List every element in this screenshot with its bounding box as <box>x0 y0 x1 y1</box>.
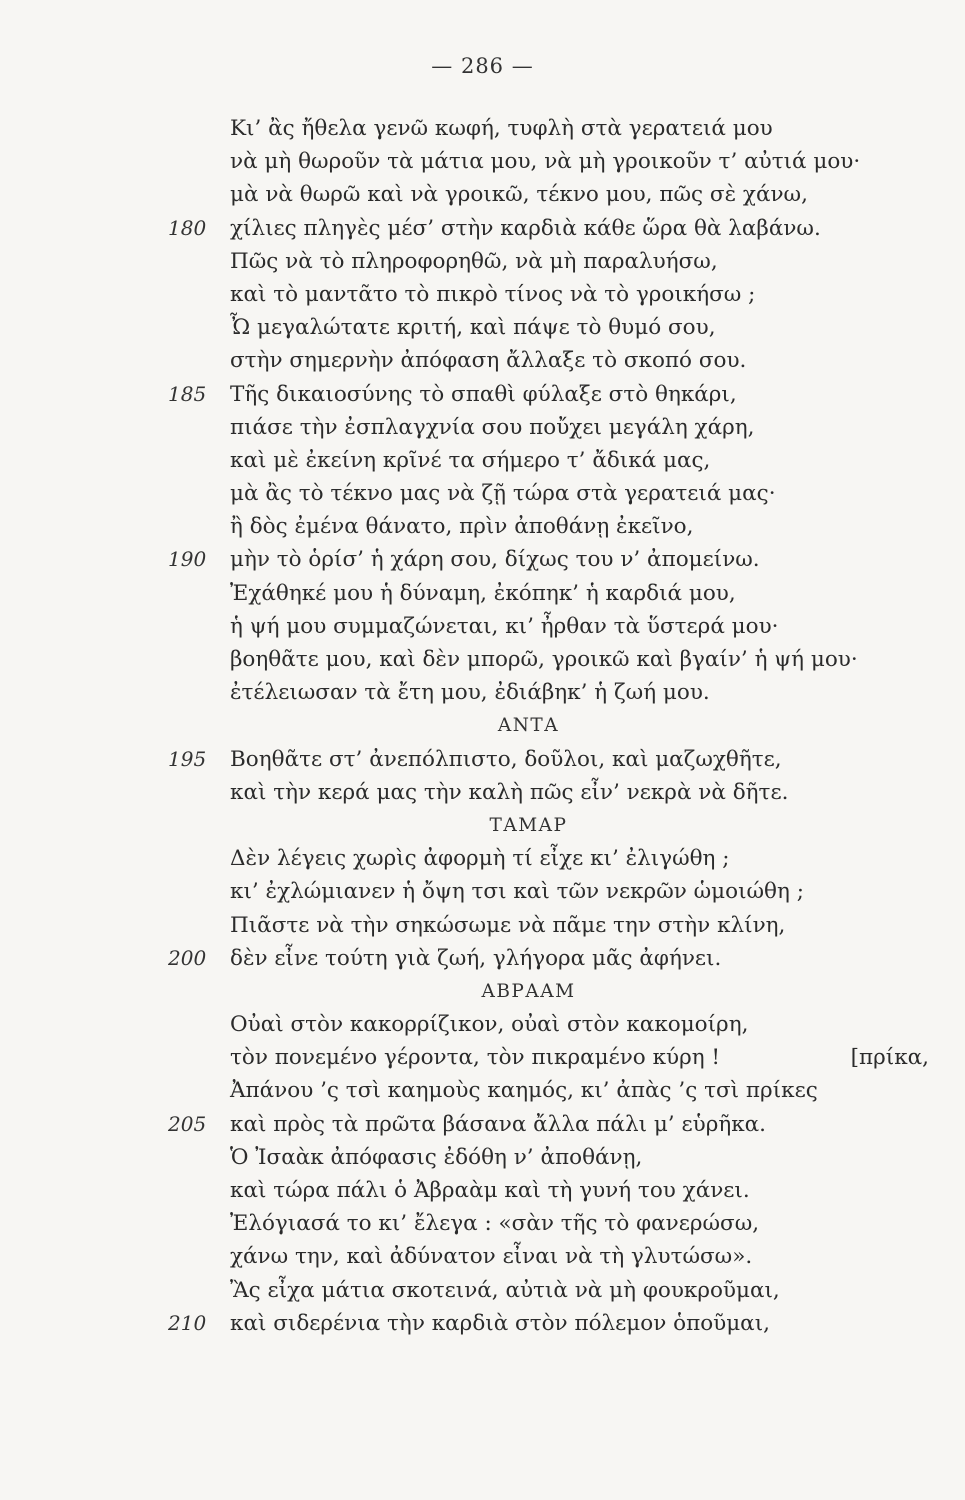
verse-text: βοηθᾶτε μου, καὶ δὲν μπορῶ, γροικῶ καὶ βγαίν’ ἡ ψή μου· <box>230 647 858 672</box>
verse-line <box>0 444 965 477</box>
verse-text: Βοηθᾶτε στ’ ἀνεπόλπιστο, δοῦλοι, καὶ μαζωχθῆτε, <box>230 746 782 772</box>
verse-text: Οὐαὶ στὸν κακορρίζικον, οὐαὶ στὸν κακομοίρη, <box>230 1012 749 1038</box>
verse-line <box>0 776 965 809</box>
verse-line <box>0 743 965 776</box>
verse-line <box>0 842 965 875</box>
verse-text: Ἀπάνου ’ς τσὶ καημοὺς καημός, κι’ ἀπὰς ’ς τσὶ πρίκες <box>230 1078 818 1104</box>
verse-text: ἐτέλειωσαν τὰ ἔτη μου, ἐδιάβηκ’ ἡ ζωή μου. <box>230 680 710 706</box>
verse-number: 190 <box>168 547 207 572</box>
verse-text: μὰ νὰ θωρῶ καὶ νὰ γροικῶ, τέκνο μου, πῶς σὲ χάνω, <box>230 182 808 208</box>
speaker-heading: ΑΝΤΑ <box>497 715 560 737</box>
verse-line <box>0 875 965 908</box>
verse-line <box>0 676 965 709</box>
verse-text: μὴν τὸ ὁρίσ’ ἡ χάρη σου, δίχως του ν’ ἀπομείνω. <box>230 547 760 573</box>
verse-line <box>0 942 965 975</box>
verse-text: χάνω την, καὶ ἀδύνατον εἶναι νὰ τὴ γλυτώσω». <box>230 1244 753 1270</box>
verse-line <box>0 1074 965 1107</box>
verse-text: ἢ δὸς ἐμένα θάνατο, πρὶν ἀποθάνῃ ἐκεῖνο, <box>230 514 694 540</box>
verse-line <box>0 378 965 411</box>
verse-continuation-note: [πρίκα, <box>850 1045 929 1071</box>
verse-text: χίλιες πληγὲς μέσ’ στὴν καρδιὰ κάθε ὥρα θὰ λαβάνω. <box>230 215 821 241</box>
verse-text: Ἐχάθηκέ μου ἡ δύναμη, ἐκόπηκ’ ἡ καρδιά μου, <box>230 580 736 606</box>
verse-line <box>0 1108 965 1141</box>
verse-text: πιάσε τὴν ἐσπλαγχνία σου ποὔχει μεγάλη χάρη, <box>230 414 755 440</box>
verse-line <box>0 1240 965 1273</box>
speaker-heading: ΤΑΜΑΡ <box>489 814 568 836</box>
verse-text: Κι’ ἂς ἤθελα γενῶ κωφή, τυφλὴ στὰ γερατειά μου <box>230 116 773 141</box>
verse-text: καὶ μὲ ἐκείνη κρῖνέ τα σήμερο τ’ ἄδικά μας, <box>230 447 711 473</box>
verse-line <box>0 178 965 211</box>
verse-text: μὰ ἂς τὸ τέκνο μας νὰ ζῇ τώρα στὰ γερατειά μας· <box>230 481 776 507</box>
verse-text: Ὁ Ἰσαὰκ ἀπόφασις ἐδόθη ν’ ἀποθάνῃ, <box>230 1144 643 1170</box>
verse-text: Ἂς εἶχα μάτια σκοτεινά, αὐτιὰ νὰ μὴ φουκροῦμαι, <box>230 1277 780 1303</box>
verse-line <box>0 1141 965 1174</box>
verse-line <box>0 1008 965 1041</box>
verse-number: 195 <box>168 746 207 771</box>
verse-line <box>0 112 965 145</box>
verse-text: καὶ πρὸς τὰ πρῶτα βάσανα ἄλλα πάλι μ’ εὑρῆκα. <box>230 1111 766 1137</box>
verse-line <box>0 1041 965 1074</box>
verse-line <box>0 311 965 344</box>
verse-line <box>0 643 965 676</box>
verse-line <box>0 145 965 178</box>
page-number: — 286 — <box>431 54 534 78</box>
verse-block <box>0 112 965 1340</box>
verse-line <box>0 1307 965 1340</box>
verse-line <box>0 510 965 543</box>
verse-text: νὰ μὴ θωροῦν τὰ μάτια μου, νὰ μὴ γροικοῦν τ’ αὐτιά μου· <box>230 149 861 175</box>
verse-text: καὶ τὴν κερά μας τὴν καλὴ πῶς εἶν’ νεκρὰ νὰ δῆτε. <box>230 779 789 805</box>
verse-text: Ὦ μεγαλώτατε κριτή, καὶ πάψε τὸ θυμό σου, <box>230 315 716 341</box>
verse-line <box>0 245 965 278</box>
verse-line <box>0 610 965 643</box>
verse-text: καὶ τώρα πάλι ὁ Ἀβραὰμ καὶ τὴ γυνή του χάνει. <box>230 1178 750 1203</box>
verse-line <box>0 278 965 311</box>
verse-text: στὴν σημερνὴν ἀπόφαση ἄλλαξε τὸ σκοπό σου. <box>230 348 747 374</box>
verse-text: κι’ ἐχλώμιανεν ἡ ὄψη τσι καὶ τῶν νεκρῶν ὡμοιώθη ; <box>230 879 804 905</box>
verse-number: 180 <box>168 215 207 240</box>
verse-text: ἡ ψή μου συμμαζώνεται, κι’ ἦρθαν τὰ ὕστερά μου· <box>230 613 779 639</box>
speaker-heading: ΑΒΡΑΑΜ <box>481 980 576 1002</box>
verse-line <box>0 543 965 576</box>
verse-text: Τῆς δικαιοσύνης τὸ σπαθὶ φύλαξε στὸ θηκάρι, <box>230 381 737 407</box>
verse-number: 200 <box>168 945 207 970</box>
verse-line <box>0 1274 965 1307</box>
verse-text: Πιᾶστε νὰ τὴν σηκώσωμε νὰ πᾶμε την στὴν κλίνη, <box>230 912 786 938</box>
verse-number: 205 <box>168 1111 207 1136</box>
verse-text: τὸν πονεμένο γέροντα, τὸν πικραμένο κύρη ! <box>230 1045 721 1071</box>
verse-text: δὲν εἶνε τούτη γιὰ ζωή, γλήγορα μᾶς ἀφήνει. <box>230 945 722 971</box>
verse-line <box>0 477 965 510</box>
verse-line <box>0 1207 965 1240</box>
verse-text: καὶ σιδερένια τὴν καρδιὰ στὸν πόλεμον ὁποῦμαι, <box>230 1310 770 1336</box>
verse-line <box>0 344 965 377</box>
verse-text: Ἐλόγιασά το κι’ ἔλεγα : «σὰν τῆς τὸ φανερώσω, <box>230 1211 760 1237</box>
verse-line <box>0 411 965 444</box>
verse-number: 210 <box>168 1310 207 1335</box>
verse-line <box>0 1174 965 1207</box>
verse-number: 185 <box>168 381 207 406</box>
verse-line <box>0 212 965 245</box>
verse-text: Δὲν λέγεις χωρὶς ἀφορμὴ τί εἶχε κι’ ἐλιγώθη ; <box>230 846 730 872</box>
verse-line <box>0 577 965 610</box>
verse-text: Πῶς νὰ τὸ πληροφορηθῶ, νὰ μὴ παραλυήσω, <box>230 248 718 274</box>
verse-line <box>0 909 965 942</box>
verse-text: καὶ τὸ μαντᾶτο τὸ πικρὸ τίνος νὰ τὸ γροικήσω ; <box>230 281 756 307</box>
